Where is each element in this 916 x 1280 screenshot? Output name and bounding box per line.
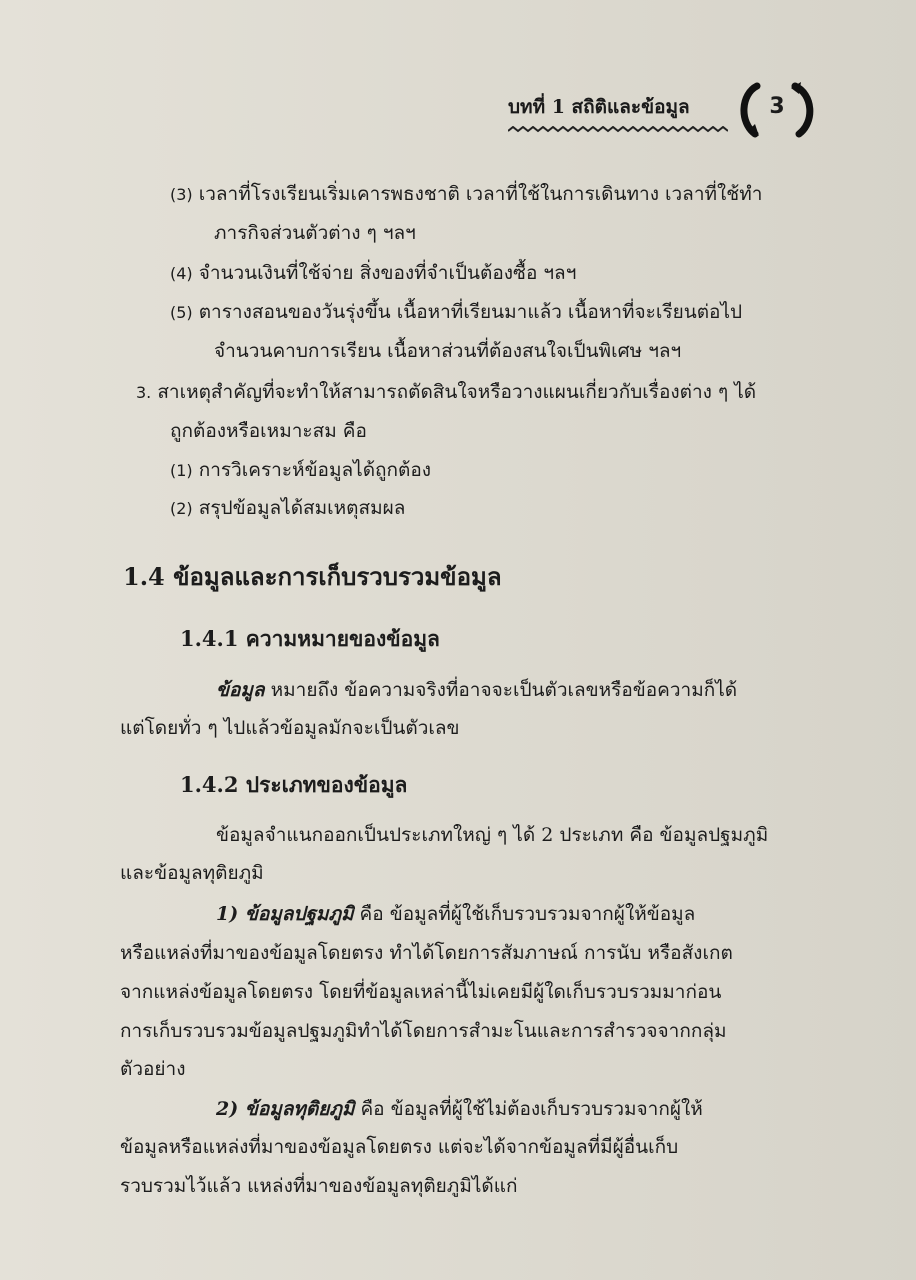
item-text: เวลาที่โรงเรียนเริ่มเคารพธงชาติ เวลาที่ใช้ในการเดินทาง เวลาที่ใช้ทำ [198, 183, 763, 205]
paragraph-line: ตัวอย่าง [120, 1058, 186, 1080]
definition-text: คือ ข้อมูลที่ผู้ใช้ไม่ต้องเก็บรวบรวมจากผู้ให้ [354, 1098, 703, 1120]
list-item [170, 497, 405, 520]
list-item [170, 301, 742, 324]
defined-term: 2) ข้อมูลทุติยภูมิ [216, 1098, 355, 1120]
item-text-continuation: ภารกิจส่วนตัวต่าง ๆ ฯลฯ [214, 222, 416, 244]
item-number: (1) [170, 461, 193, 480]
point-number: 3. [136, 383, 152, 402]
page-number: 3 [769, 94, 785, 119]
item-text-continuation: จำนวนคาบการเรียน เนื้อหาส่วนที่ต้องสนใจเป็นพิเศษ ฯลฯ [214, 340, 682, 362]
list-item [170, 262, 576, 285]
item-number: (5) [170, 303, 193, 322]
item-number: (3) [170, 185, 193, 204]
defined-term: 1) ข้อมูลปฐมภูมิ [216, 903, 354, 925]
point-text: สาเหตุสำคัญที่จะทำให้สามารถตัดสินใจหรือวางแผนเกี่ยวกับเรื่องต่าง ๆ ได้ [157, 381, 757, 403]
point-text-continuation: ถูกต้องหรือเหมาะสม คือ [170, 420, 367, 442]
definition-text: คือ ข้อมูลที่ผู้ใช้เก็บรวบรวมจากผู้ให้ข้อมูล [353, 903, 696, 925]
paragraph-line: รวบรวมไว้แล้ว แหล่งที่มาของข้อมูลทุติยภูมิได้แก่ [120, 1175, 518, 1197]
paragraph-line: แต่โดยทั่ว ๆ ไปแล้วข้อมูลมักจะเป็นตัวเลข [120, 717, 460, 739]
list-item [170, 183, 762, 206]
paragraph-line [216, 679, 737, 702]
paragraph-line: หรือแหล่งที่มาของข้อมูลโดยตรง ทำได้โดยการสัมภาษณ์ การนับ หรือสังเกต [120, 942, 733, 964]
paragraph-line: ข้อมูลจำแนกออกเป็นประเภทใหญ่ ๆ ได้ 2 ประเภท คือ ข้อมูลปฐมภูมิ [216, 824, 769, 846]
running-header [508, 92, 690, 122]
wavy-underline [508, 126, 728, 136]
defined-term: ข้อมูล [216, 679, 265, 701]
paragraph-line [216, 903, 695, 926]
section-heading: 1.4 ข้อมูลและการเก็บรวบรวมข้อมูล [123, 562, 502, 591]
item-number: (4) [170, 264, 193, 283]
item-text: ตารางสอนของวันรุ่งขึ้น เนื้อหาที่เรียนมาแล้ว เนื้อหาที่จะเรียนต่อไป [198, 301, 743, 323]
paragraph-line: จากแหล่งข้อมูลโดยตรง โดยที่ข้อมูลเหล่านี้ไม่เคยมีผู้ใดเก็บรวบรวมมาก่อน [120, 981, 722, 1003]
definition-text: หมายถึง ข้อความจริงที่อาจจะเป็นตัวเลขหรือข้อความก็ได้ [264, 679, 738, 701]
paragraph-line: ข้อมูลหรือแหล่งที่มาของข้อมูลโดยตรง แต่จะได้จากข้อมูลที่มีผู้อื่นเก็บ [120, 1136, 679, 1158]
list-item [170, 459, 431, 482]
item-number: (2) [170, 499, 193, 518]
item-text: การวิเคราะห์ข้อมูลได้ถูกต้อง [198, 459, 432, 481]
item-text: จำนวนเงินที่ใช้จ่าย สิ่งของที่จำเป็นต้องซื้อ ฯลฯ [198, 262, 577, 284]
paragraph-line [216, 1098, 703, 1121]
numbered-point [136, 381, 756, 404]
chapter-title: บทที่ 1 สถิติและข้อมูล [508, 96, 690, 118]
paragraph-line: การเก็บรวบรวมข้อมูลปฐมภูมิทำได้โดยการสำมะโนและการสำรวจจากกลุ่ม [120, 1020, 727, 1042]
item-text: สรุปข้อมูลได้สมเหตุสมผล [198, 497, 406, 519]
subsection-heading: 1.4.1 ความหมายของข้อมูล [180, 626, 440, 651]
subsection-heading: 1.4.2 ประเภทของข้อมูล [180, 772, 408, 797]
paragraph-line: และข้อมูลทุติยภูมิ [120, 862, 264, 884]
